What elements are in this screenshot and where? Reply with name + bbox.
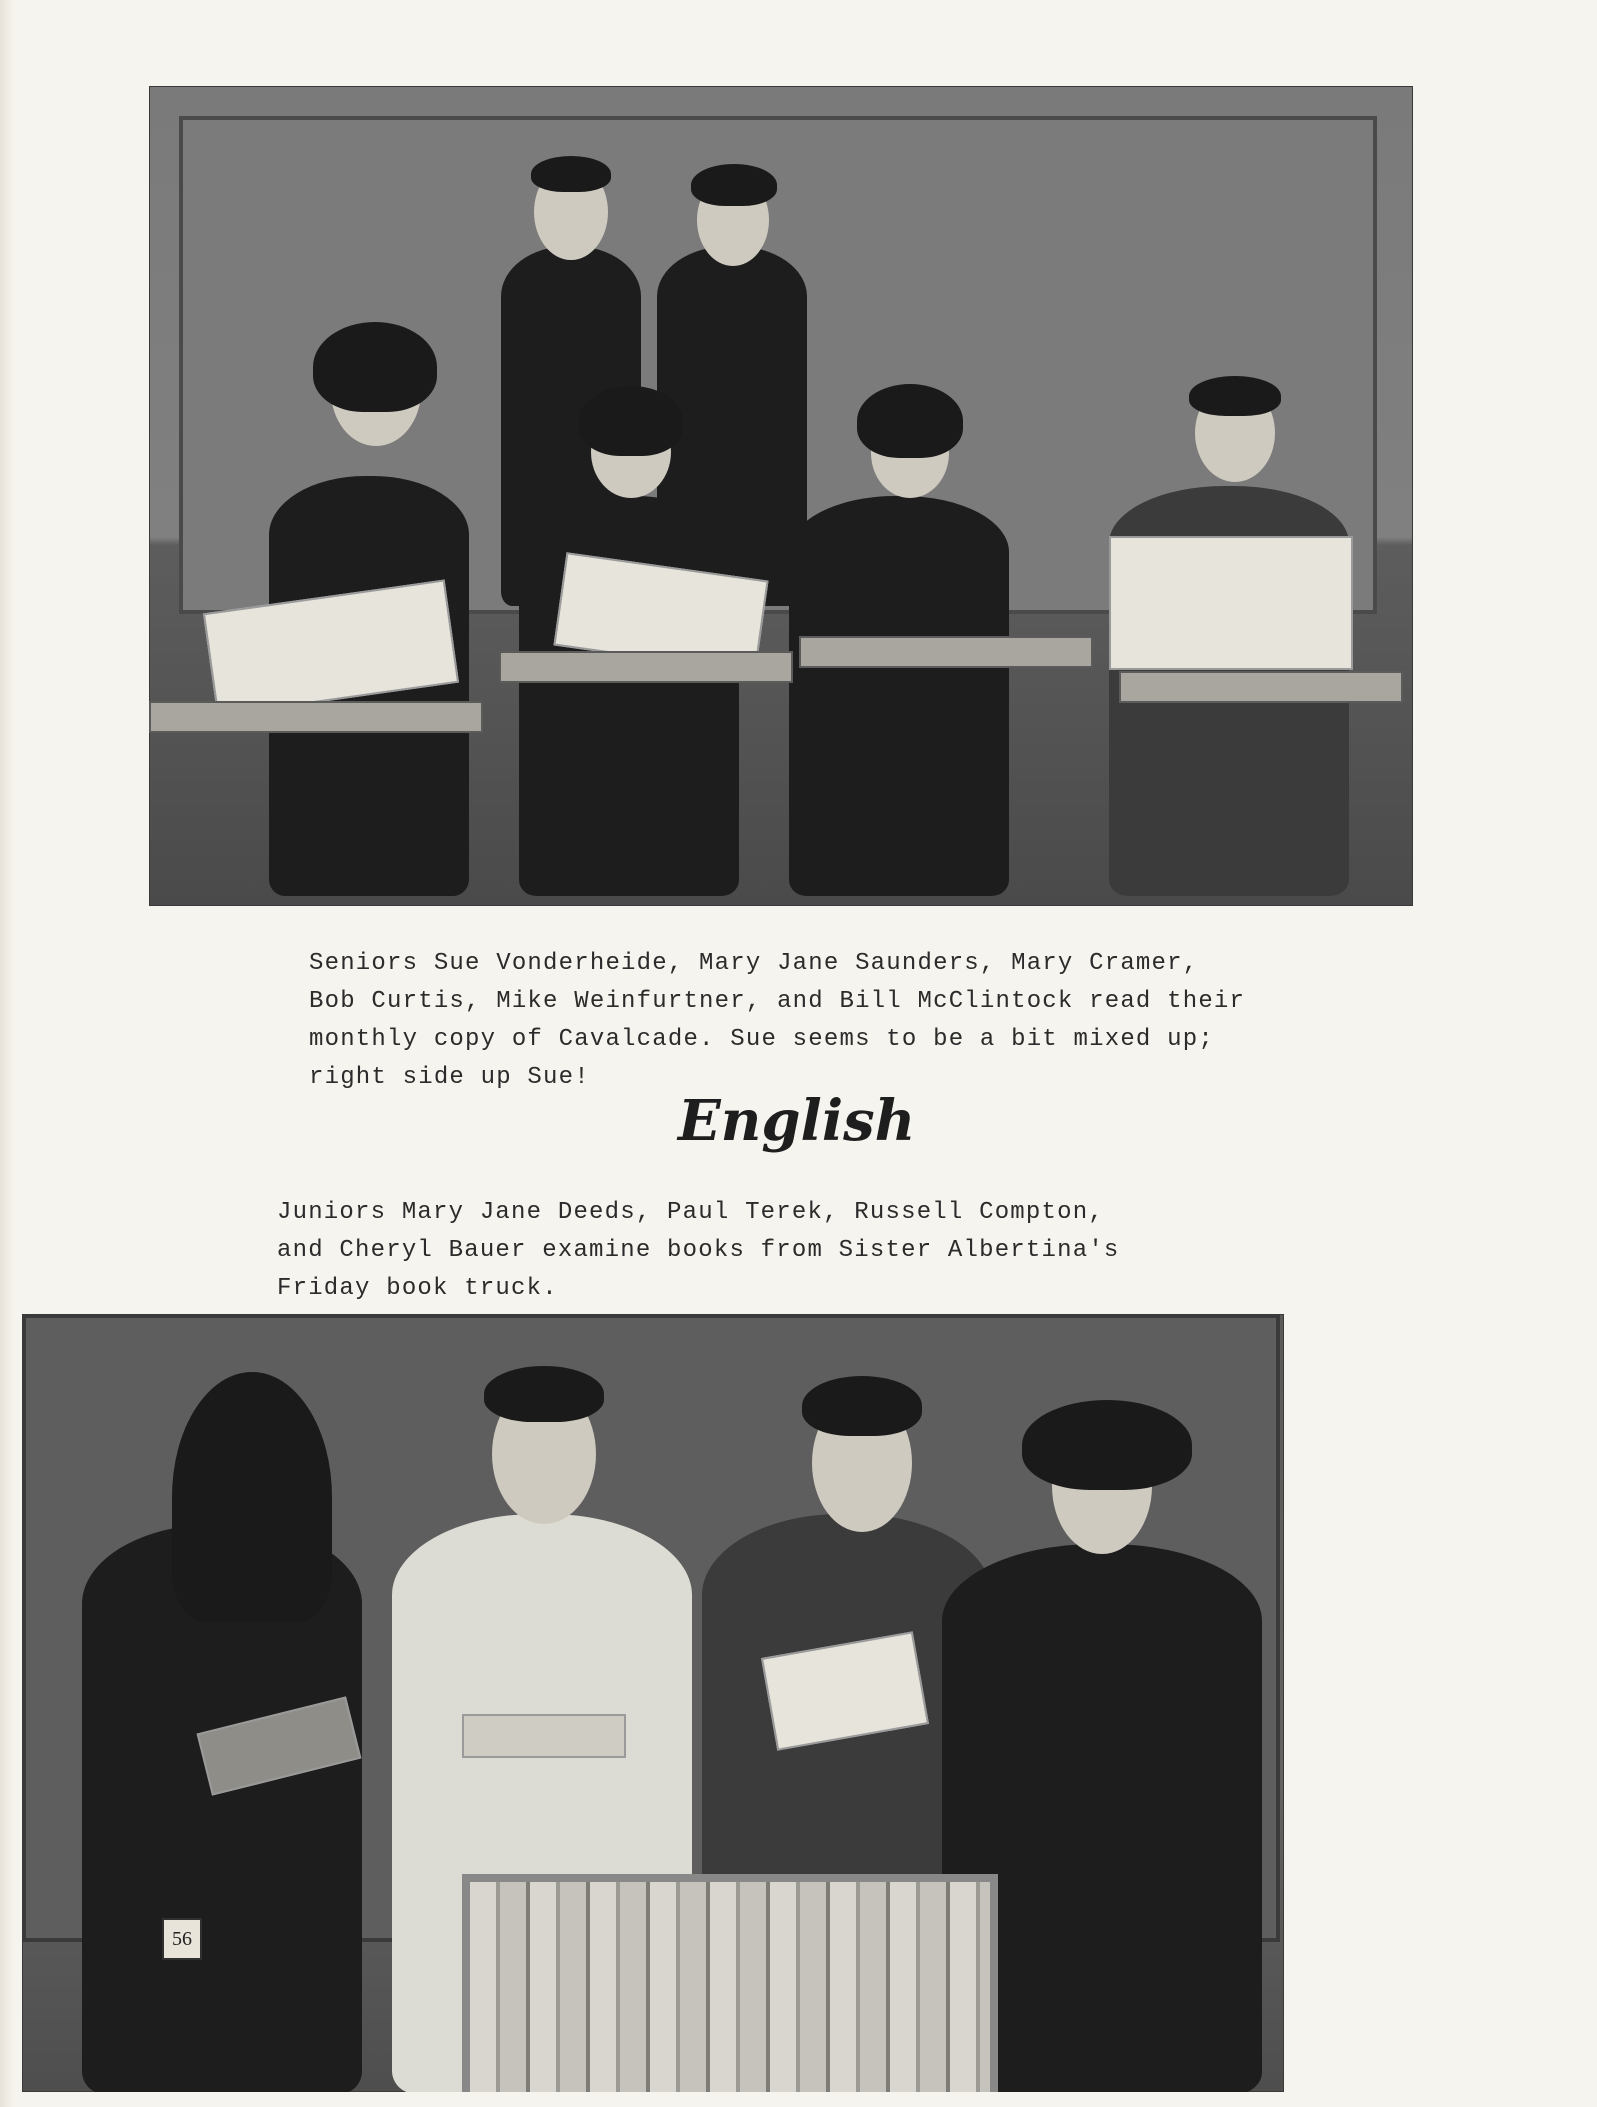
student-right-hair (1022, 1400, 1192, 1490)
seated-student-4-hair (1189, 376, 1281, 416)
caption-line: Seniors Sue Vonderheide, Mary Jane Saunders, Mary Cramer, (309, 950, 1199, 977)
caption-line: Juniors Mary Jane Deeds, Paul Terek, Russell Compton, (277, 1199, 1104, 1226)
desk-4 (1119, 671, 1403, 703)
caption-line: Friday book truck. (277, 1275, 558, 1302)
caption-line: monthly copy of Cavalcade. Sue seems to be a bit mixed up; (309, 1026, 1214, 1053)
page-number: 56 (162, 1918, 202, 1960)
student-light-jacket-hair (484, 1366, 604, 1422)
book-held-2 (462, 1714, 626, 1758)
caption-line: right side up Sue! (309, 1064, 590, 1091)
page-edge (0, 0, 14, 2107)
seated-student-3-hair (857, 384, 963, 458)
seated-student-2-hair (579, 386, 683, 456)
desk-1 (149, 701, 483, 733)
section-heading: English (678, 1088, 916, 1154)
student-left-hair (172, 1372, 332, 1622)
student-dark-jacket-hair (802, 1376, 922, 1436)
standing-student-left-hair (531, 156, 611, 192)
seated-student-1-hair (313, 322, 437, 412)
desk-2 (499, 651, 793, 683)
caption-line: Bob Curtis, Mike Weinfurtner, and Bill McClintock read their (309, 988, 1246, 1015)
desk-3 (799, 636, 1093, 668)
magazine-right (1109, 536, 1353, 670)
caption-line: and Cheryl Bauer examine books from Sister Albertina's (277, 1237, 1120, 1264)
standing-student-right-hair (691, 164, 777, 206)
seated-student-3 (789, 496, 1009, 896)
book-truck (462, 1874, 998, 2092)
bottom-photo (22, 1314, 1284, 2092)
top-photo (149, 86, 1413, 906)
top-photo-caption (309, 945, 1245, 1097)
seated-student-2 (519, 496, 739, 896)
bottom-photo-caption (277, 1194, 1120, 1308)
